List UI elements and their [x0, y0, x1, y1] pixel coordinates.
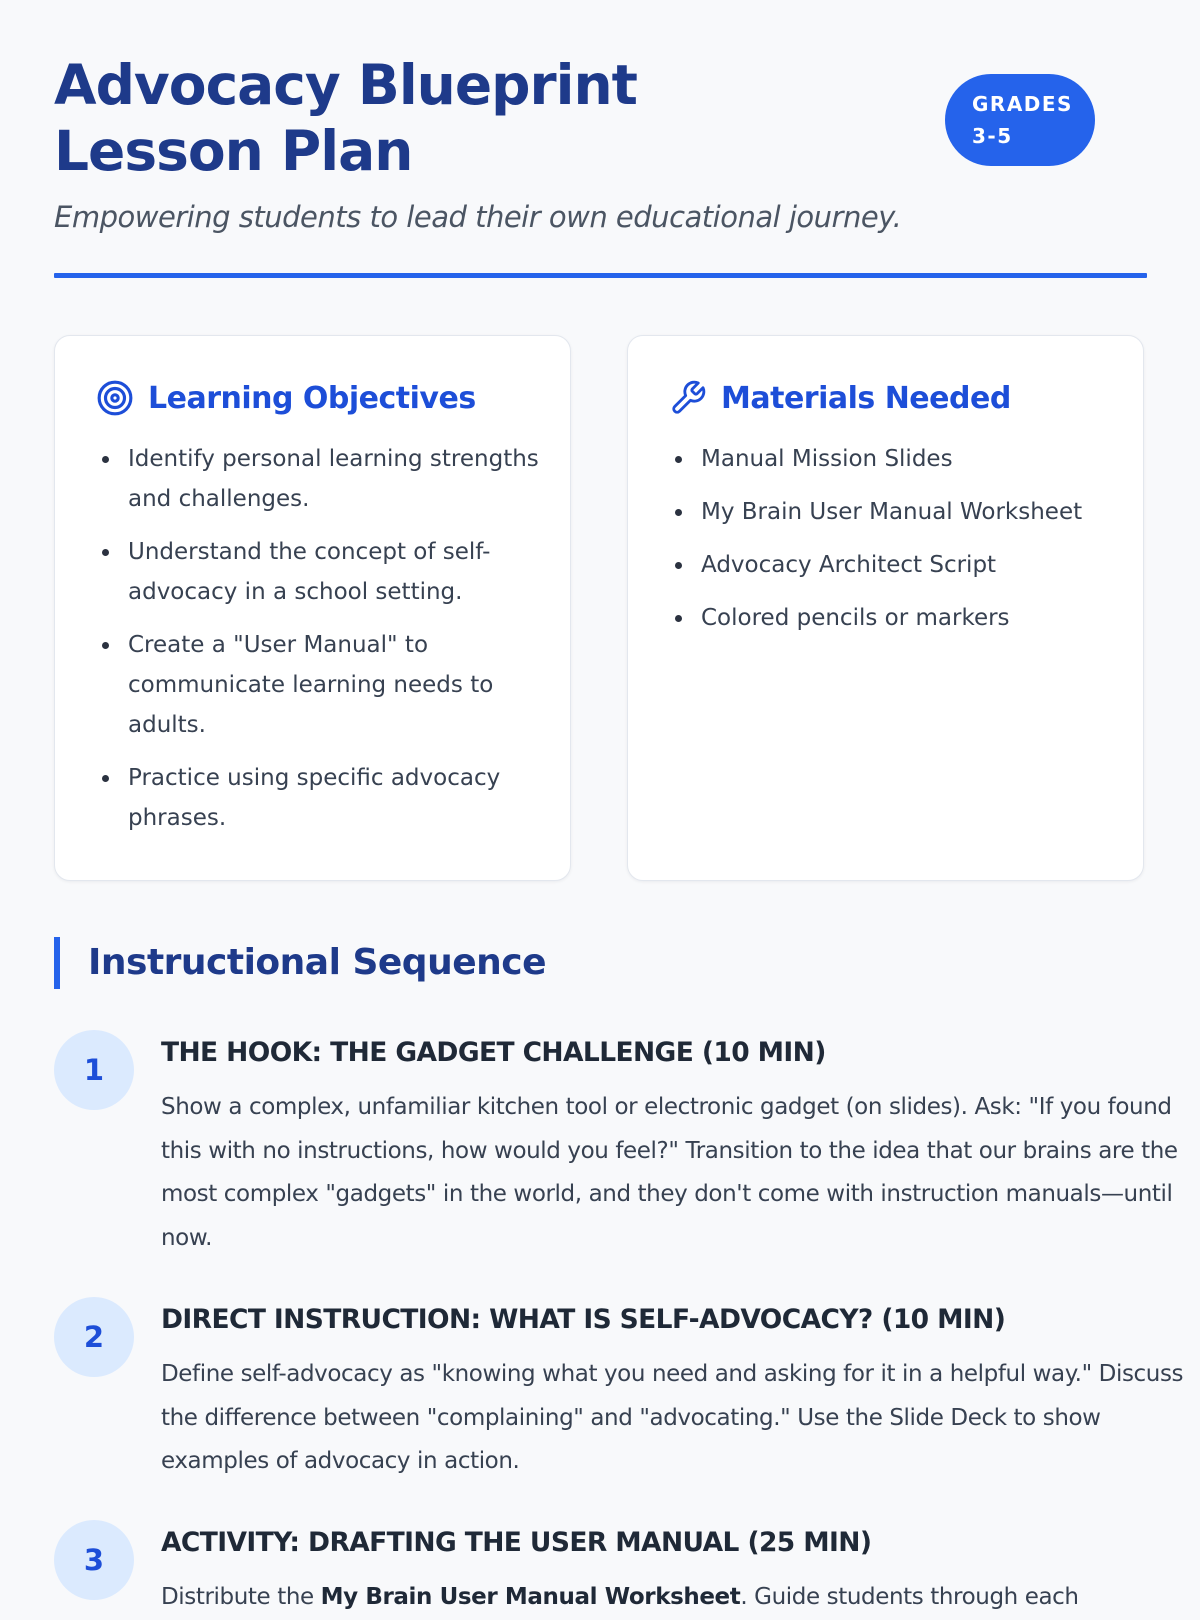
- material-item: Colored pencils or markers: [701, 598, 1141, 638]
- page-header: [54, 52, 1146, 184]
- objective-item: Understand the concept of self-advocacy in a school setting.: [128, 532, 548, 612]
- material-item: My Brain User Manual Worksheet: [701, 492, 1141, 532]
- step-number: 2: [54, 1297, 134, 1377]
- page-subtitle: Empowering students to lead their own educational journey.: [54, 200, 902, 234]
- materials-needed-card: [627, 335, 1144, 881]
- objective-item: Identify personal learning strengths and challenges.: [128, 439, 548, 519]
- materials-needed-list: [701, 439, 1141, 651]
- learning-objectives-title: Learning Objectives: [148, 380, 476, 416]
- learning-objectives-list: [128, 439, 548, 851]
- step-number: 1: [54, 1030, 134, 1110]
- materials-needed-header: [669, 379, 1011, 417]
- learning-objectives-card: [54, 335, 571, 881]
- objective-item: Create a "User Manual" to communicate learning needs to adults.: [128, 625, 548, 745]
- section-accent-bar: [54, 937, 60, 989]
- objective-item: Practice using specific advocacy phrases.: [128, 758, 548, 838]
- target-icon: [96, 379, 134, 417]
- step-title: ACTIVITY: DRAFTING THE USER MANUAL (25 MIN): [161, 1527, 872, 1558]
- step-description: [161, 1576, 1200, 1620]
- step-title: DIRECT INSTRUCTION: WHAT IS SELF-ADVOCACY? (10 MIN): [161, 1304, 1006, 1335]
- step-number: 3: [54, 1520, 134, 1600]
- grade-badge: GRADES 3-5: [945, 74, 1095, 166]
- material-item: Advocacy Architect Script: [701, 545, 1141, 585]
- learning-objectives-header: [96, 379, 476, 417]
- page-title: Advocacy Blueprint Lesson Plan: [54, 53, 637, 183]
- step-description: Show a complex, unfamiliar kitchen tool or electronic gadget (on slides). Ask: "If you found this with no instructions, how would you feel?" Transition to the idea that our brains are the most complex "gadgets" in the world, and they don't come with instruction manuals—until now.: [161, 1094, 1178, 1251]
- step-description: Define self-advocacy as "knowing what you need and asking for it in a helpful way." Discuss the difference between "complaining" and "advocating." Use the Slide Deck to show examples of advocacy in action.: [161, 1361, 1184, 1474]
- step-text-suffix: . Guide students through each: [740, 1584, 1079, 1610]
- wrench-icon: [669, 379, 707, 417]
- worksheet-name: My Brain User Manual Worksheet: [320, 1584, 741, 1610]
- step-text-prefix: Distribute the: [161, 1584, 321, 1610]
- materials-needed-title: Materials Needed: [721, 380, 1011, 416]
- material-item: Manual Mission Slides: [701, 439, 1141, 479]
- step-title: THE HOOK: THE GADGET CHALLENGE (10 MIN): [161, 1037, 826, 1068]
- header-divider: [54, 273, 1147, 278]
- section-title: Instructional Sequence: [88, 942, 547, 983]
